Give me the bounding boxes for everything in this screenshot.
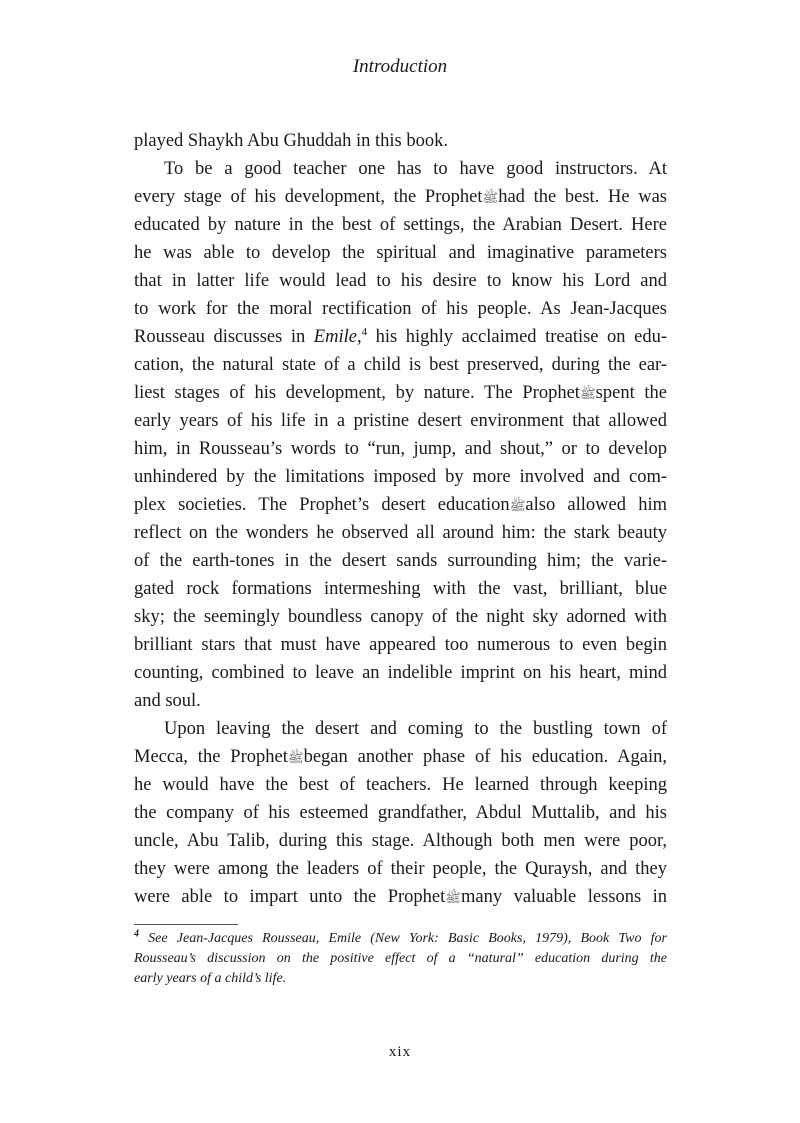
footnote-reference: 4: [361, 325, 368, 338]
text-line: brilliant stars that must have appeared too numerous to even begin: [134, 635, 667, 655]
page-number: xix: [388, 1044, 412, 1060]
salutation-glyph: ﷺ: [579, 386, 596, 401]
text-line: To be a good teacher one has to have good instructors. At: [164, 159, 667, 179]
text-line: cation, the natural state of a child is best preserved, during the ear-: [134, 355, 667, 375]
footnote-line: Rousseau’s discussion on the positive effect of a “natural” education during the: [134, 951, 667, 966]
text-line: to work for the moral rectification of his people. As Jean-Jacques: [134, 299, 667, 319]
text-line: of the earth-tones in the desert sands surrounding him; the varie-: [134, 551, 667, 571]
text-line: early years of his life in a pristine desert environment that allowed: [134, 411, 667, 431]
text-line: he was able to develop the spiritual and imaginative parameters: [134, 243, 667, 263]
salutation-glyph: ﷺ: [445, 890, 461, 905]
footnote-line: early years of a child’s life.: [134, 971, 287, 986]
body-text: [134, 127, 667, 911]
footnote: [134, 929, 667, 989]
text-line: every stage of his development, the Prophetﷺhad the best. He was: [134, 187, 667, 207]
footnote-rule: [134, 924, 238, 925]
text-line: unhindered by the limitations imposed by more involved and com-: [134, 467, 667, 487]
footnote-marker: 4: [134, 928, 139, 940]
text-line: he would have the best of teachers. He learned through keeping: [134, 775, 667, 795]
text-line: sky; the seemingly boundless canopy of the night sky adorned with: [134, 607, 667, 627]
text-line: that in latter life would lead to his desire to know his Lord and: [134, 271, 667, 291]
text-line: uncle, Abu Talib, during this stage. Although both men were poor,: [134, 831, 667, 851]
text-line: plex societies. The Prophet’s desert educationﷺalso allowed him: [134, 495, 667, 515]
salutation-glyph: ﷺ: [287, 750, 304, 765]
text-line: educated by nature in the best of settings, the Arabian Desert. Here: [134, 215, 667, 235]
running-head: Introduction: [352, 56, 448, 77]
text-line: Rousseau discusses in Emile,$^4$ his highly acclaimed treatise on edu-: [134, 325, 667, 347]
text-line: him, in Rousseau’s words to “run, jump, and shout,” or to develop: [134, 439, 667, 459]
footnote-line: $^4$ See Jean-Jacques Rousseau, Emile (New York: Basic Books, 1979), Book Two for: [134, 928, 667, 946]
text-line: were able to impart unto the Prophetﷺmany valuable lessons in: [134, 887, 667, 907]
text-line: counting, combined to leave an indelible imprint on his heart, mind: [134, 663, 667, 683]
text-line: gated rock formations intermeshing with the vast, brilliant, blue: [134, 579, 667, 599]
salutation-glyph: ﷺ: [482, 190, 499, 205]
salutation-glyph: ﷺ: [509, 498, 526, 513]
text-line: reflect on the wonders he observed all around him: the stark beauty: [134, 523, 667, 543]
text-line: they were among the leaders of their people, the Quraysh, and they: [134, 859, 667, 879]
text-line: and soul.: [134, 691, 201, 711]
text-line: Upon leaving the desert and coming to the bustling town of: [164, 719, 667, 739]
text-line: Mecca, the Prophetﷺbegan another phase of his education. Again,: [134, 747, 667, 767]
text-line: the company of his esteemed grandfather, Abdul Muttalib, and his: [134, 803, 667, 823]
text-line: liest stages of his development, by nature. The Prophetﷺspent the: [134, 383, 667, 403]
book-title-emile: Emile: [313, 327, 357, 347]
text-line: played Shaykh Abu Ghuddah in this book.: [134, 131, 448, 151]
